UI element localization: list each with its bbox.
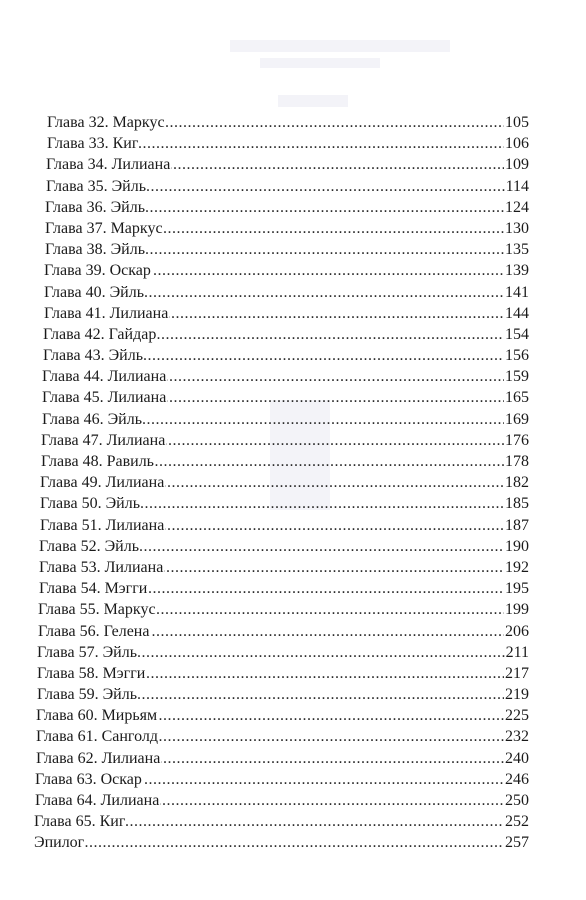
toc-entry — [0, 705, 586, 726]
toc-leader-dots — [44, 832, 529, 853]
toc-entry-title: Глава 32. Маркус — [47, 112, 166, 133]
toc-entry-title: Глава 65. Киг — [34, 811, 126, 832]
toc-entry-title: Глава 57. Эйль — [37, 642, 138, 663]
toc-entry-title: Глава 46. Эйль — [42, 409, 143, 430]
toc-entry-page-number: 159 — [504, 366, 529, 387]
toc-entry — [0, 642, 586, 663]
toc-entry-page-number: 232 — [504, 726, 529, 747]
toc-entry-title: Глава 62. Лилиана — [36, 748, 161, 769]
toc-entry-title: Глава 47. Лилиана — [41, 430, 166, 451]
toc-entry — [0, 790, 586, 811]
toc-entry — [0, 472, 586, 493]
toc-entry — [0, 239, 586, 260]
toc-entry-title: Глава 64. Лилиана — [35, 790, 160, 811]
toc-entry-title: Глава 48. Равиль — [41, 451, 155, 472]
toc-entry-page-number: 106 — [504, 133, 529, 154]
toc-entry — [0, 557, 586, 578]
toc-entry-page-number: 156 — [504, 345, 529, 366]
toc-entry-title: Глава 56. Гелена — [38, 621, 150, 642]
toc-entry-page-number: 217 — [504, 663, 529, 684]
toc-entry-page-number: 190 — [504, 536, 529, 557]
toc-entry-title: Эпилог — [34, 832, 85, 853]
toc-entry-page-number: 185 — [504, 493, 529, 514]
toc-entry-page-number: 250 — [504, 790, 529, 811]
toc-entry-title: Глава 35. Эйль — [46, 176, 147, 197]
toc-entry — [0, 345, 586, 366]
toc-entry-page-number: 257 — [504, 832, 529, 853]
bleed-through-top-2 — [260, 58, 380, 68]
toc-entry-page-number: 178 — [504, 451, 529, 472]
toc-entry — [0, 430, 586, 451]
toc-entry-page-number: 176 — [504, 430, 529, 451]
toc-entry-page-number: 246 — [504, 769, 529, 790]
toc-entry-page-number: 105 — [504, 112, 529, 133]
toc-entry-page-number: 199 — [504, 599, 529, 620]
toc-entry-page-number: 144 — [504, 303, 529, 324]
toc-entry-page-number: 154 — [504, 324, 529, 345]
toc-entry — [0, 493, 586, 514]
toc-entry — [0, 324, 586, 345]
toc-entry-title: Глава 49. Лилиана — [40, 472, 165, 493]
toc-entry — [0, 154, 586, 175]
toc-entry-page-number: 124 — [504, 197, 529, 218]
toc-entry — [0, 621, 586, 642]
toc-entry-title: Глава 59. Эйль — [37, 684, 138, 705]
toc-entry-title: Глава 38. Эйль — [45, 239, 146, 260]
toc-entry — [0, 811, 586, 832]
toc-entry — [0, 197, 586, 218]
toc-entry-page-number: 206 — [504, 621, 529, 642]
toc-entry-title: Глава 43. Эйль — [43, 345, 144, 366]
toc-entry-title: Глава 40. Эйль — [44, 282, 145, 303]
toc-entry-page-number: 114 — [505, 176, 529, 197]
toc-entry-title: Глава 52. Эйль — [39, 536, 140, 557]
toc-entry — [0, 260, 586, 281]
toc-entry — [0, 112, 586, 133]
toc-entry-title: Глава 33. Киг — [47, 133, 139, 154]
toc-entry-title: Глава 37. Маркус — [45, 218, 164, 239]
toc-entry-page-number: 187 — [504, 515, 529, 536]
toc-entry — [0, 409, 586, 430]
toc-entry — [0, 748, 586, 769]
toc-entry-page-number: 135 — [504, 239, 529, 260]
toc-entry — [0, 303, 586, 324]
toc-entry-title: Глава 55. Маркус — [38, 599, 157, 620]
table-of-contents — [0, 112, 586, 854]
toc-entry-page-number: 165 — [504, 387, 529, 408]
toc-entry-title: Глава 60. Мирьям — [36, 705, 158, 726]
toc-entry-title: Глава 44. Лилиана — [42, 366, 167, 387]
toc-entry — [0, 578, 586, 599]
toc-entry-title: Глава 54. Мэгги — [39, 578, 148, 599]
toc-entry-title: Глава 42. Гайдар — [43, 324, 157, 345]
toc-entry-page-number: 240 — [504, 748, 529, 769]
toc-entry — [0, 451, 586, 472]
toc-entry-page-number: 141 — [504, 282, 529, 303]
toc-entry-title: Глава 53. Лилиана — [39, 557, 164, 578]
toc-entry-page-number: 192 — [504, 557, 529, 578]
toc-entry-page-number: 169 — [504, 409, 529, 430]
toc-entry-title: Глава 45. Лилиана — [42, 387, 167, 408]
toc-entry-title: Глава 39. Оскар — [44, 260, 152, 281]
toc-entry-title: Глава 63. Оскар — [35, 769, 143, 790]
toc-entry-page-number: 195 — [504, 578, 529, 599]
toc-entry-title: Глава 36. Эйль — [45, 197, 146, 218]
toc-entry — [0, 769, 586, 790]
toc-entry — [0, 832, 586, 853]
toc-entry-page-number: 139 — [504, 260, 529, 281]
toc-entry — [0, 515, 586, 536]
toc-entry-title: Глава 58. Мэгги — [37, 663, 146, 684]
toc-entry-title: Глава 50. Эйль — [40, 493, 141, 514]
toc-entry-page-number: 211 — [505, 642, 529, 663]
toc-entry-title: Глава 51. Лилиана — [40, 515, 165, 536]
toc-entry-page-number: 130 — [504, 218, 529, 239]
toc-entry — [0, 536, 586, 557]
toc-entry — [0, 387, 586, 408]
toc-entry — [0, 663, 586, 684]
toc-entry-title: Глава 41. Лилиана — [44, 303, 169, 324]
toc-entry — [0, 684, 586, 705]
bleed-through-top — [230, 40, 450, 52]
toc-entry-title: Глава 61. Санголд — [36, 726, 159, 747]
toc-entry-page-number: 109 — [504, 154, 529, 175]
toc-entry — [0, 599, 586, 620]
toc-entry-page-number: 219 — [504, 684, 529, 705]
toc-entry — [0, 176, 586, 197]
toc-entry — [0, 282, 586, 303]
toc-entry-page-number: 252 — [504, 811, 529, 832]
toc-entry-title: Глава 34. Лилиана — [46, 154, 171, 175]
toc-entry — [0, 218, 586, 239]
bleed-through-heading — [278, 95, 348, 107]
toc-entry — [0, 366, 586, 387]
toc-entry-page-number: 182 — [504, 472, 529, 493]
toc-entry-page-number: 225 — [504, 705, 529, 726]
toc-entry — [0, 726, 586, 747]
toc-entry — [0, 133, 586, 154]
